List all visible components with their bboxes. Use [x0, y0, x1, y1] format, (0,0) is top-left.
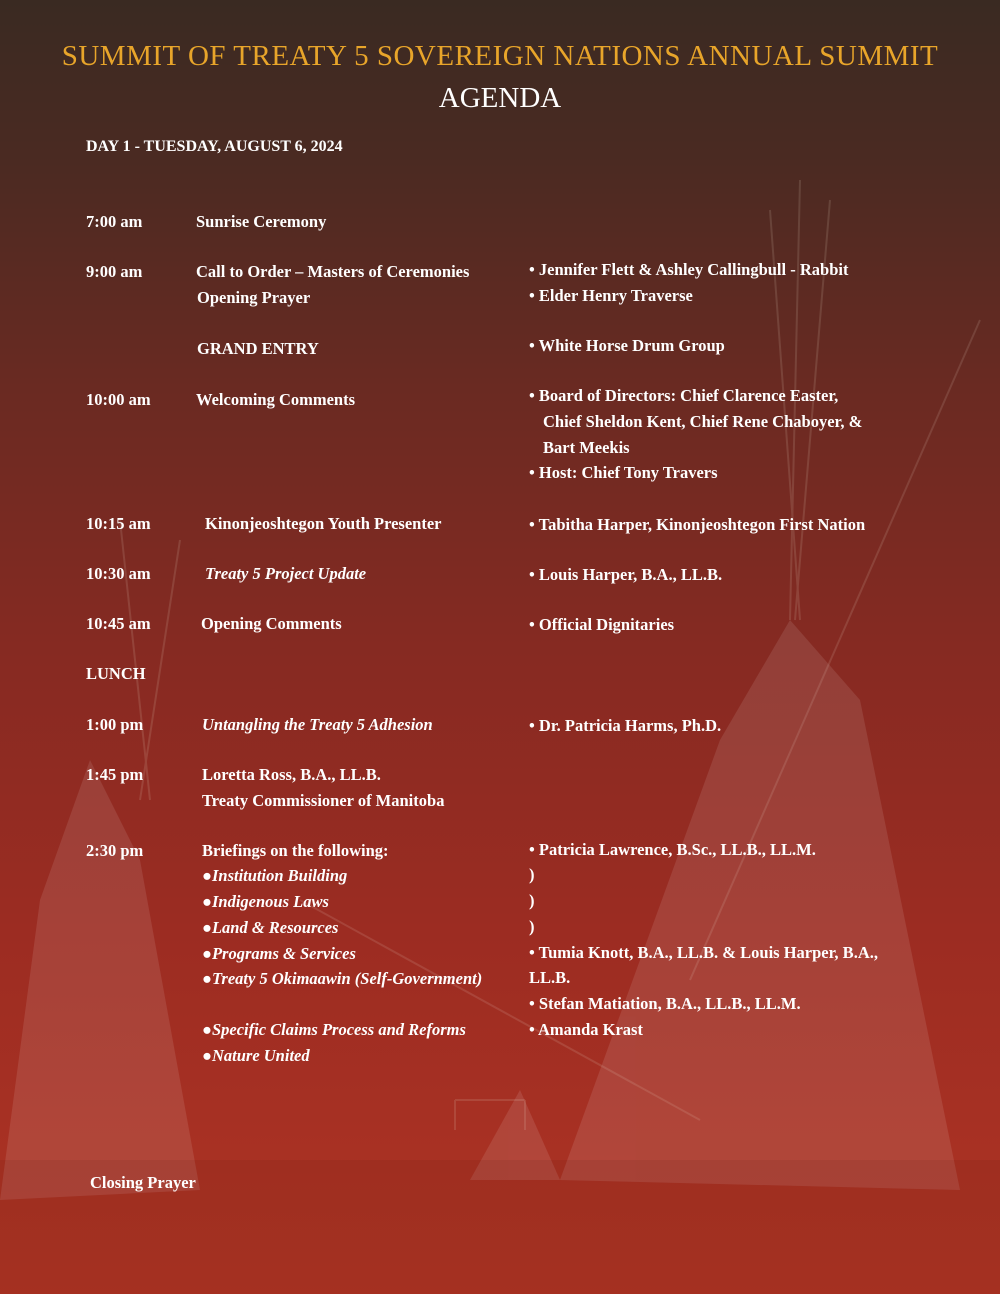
speaker-label: • White Horse Drum Group [529, 336, 725, 355]
speaker-label: • Tabitha Harper, Kinonjeoshtegon First Nation [529, 515, 866, 534]
time-label: 2:30 pm [86, 841, 144, 860]
speaker-label: • Elder Henry Traverse [529, 286, 693, 305]
event-label: GRAND ENTRY [197, 339, 319, 358]
time-label: 10:30 am [86, 564, 151, 583]
event-label: Treaty 5 Project Update [205, 564, 367, 583]
event-label: Treaty Commissioner of Manitoba [202, 791, 445, 810]
speaker-label: • Dr. Patricia Harms, Ph.D. [529, 716, 722, 735]
topic-item: ●Land & Resources [202, 918, 339, 937]
time-label: 10:15 am [86, 514, 151, 533]
time-label: 10:00 am [86, 390, 151, 409]
lunch-label: LUNCH [86, 664, 146, 683]
agenda-heading: AGENDA [438, 82, 562, 114]
speaker-label: ) [529, 891, 535, 910]
topic-item: ●Institution Building [202, 866, 348, 885]
time-label: 7:00 am [86, 212, 143, 231]
event-label: Opening Prayer [197, 288, 311, 307]
speaker-label: • Host: Chief Tony Travers [529, 463, 718, 482]
event-label: Briefings on the following: [202, 841, 389, 860]
speaker-label: LL.B. [529, 968, 571, 987]
event-label: Sunrise Ceremony [196, 212, 327, 231]
time-label: 1:00 pm [86, 715, 144, 734]
speaker-label: • Jennifer Flett & Ashley Callingbull - Rabbit [529, 260, 849, 279]
closing-prayer-label: Closing Prayer [90, 1173, 196, 1192]
event-label: Loretta Ross, B.A., LL.B. [202, 765, 381, 784]
speaker-label: ) [529, 865, 535, 884]
topic-item: ●Treaty 5 Okimaawin (Self-Government) [202, 969, 483, 988]
event-label: Welcoming Comments [196, 390, 356, 409]
event-label: Untangling the Treaty 5 Adhesion [202, 715, 433, 734]
speaker-label: • Louis Harper, B.A., LL.B. [529, 565, 723, 584]
speaker-label: Chief Sheldon Kent, Chief Rene Chaboyer, & [543, 412, 863, 431]
topic-item: ●Specific Claims Process and Reforms [202, 1020, 466, 1039]
time-label: 1:45 pm [86, 765, 144, 784]
speaker-label: • Stefan Matiation, B.A., LL.B., LL.M. [529, 994, 801, 1013]
topic-item: ●Indigenous Laws [202, 892, 329, 911]
event-label: Opening Comments [201, 614, 342, 633]
speaker-label: Bart Meekis [543, 438, 630, 457]
speaker-label: • Amanda Krast [529, 1020, 643, 1039]
day-heading: DAY 1 - TUESDAY, AUGUST 6, 2024 [86, 138, 343, 155]
speaker-label: • Tumia Knott, B.A., LL.B. & Louis Harper, B.A., [529, 943, 878, 962]
time-label: 9:00 am [86, 262, 143, 281]
speaker-label: • Patricia Lawrence, B.Sc., LL.B., LL.M. [529, 840, 816, 859]
speaker-label: • Board of Directors: Chief Clarence Easter, [529, 386, 839, 405]
summit-title: SUMMIT OF TREATY 5 SOVEREIGN NATIONS ANNUAL SUMMIT [61, 40, 939, 72]
topic-item: ●Nature United [202, 1046, 310, 1065]
topic-item: ●Programs & Services [202, 944, 356, 963]
event-label: Call to Order – Masters of Ceremonies [196, 262, 470, 281]
time-label: 10:45 am [86, 614, 151, 633]
event-label: Kinonjeoshtegon Youth Presenter [205, 514, 442, 533]
speaker-label: • Official Dignitaries [529, 615, 675, 634]
speaker-label: ) [529, 917, 535, 936]
